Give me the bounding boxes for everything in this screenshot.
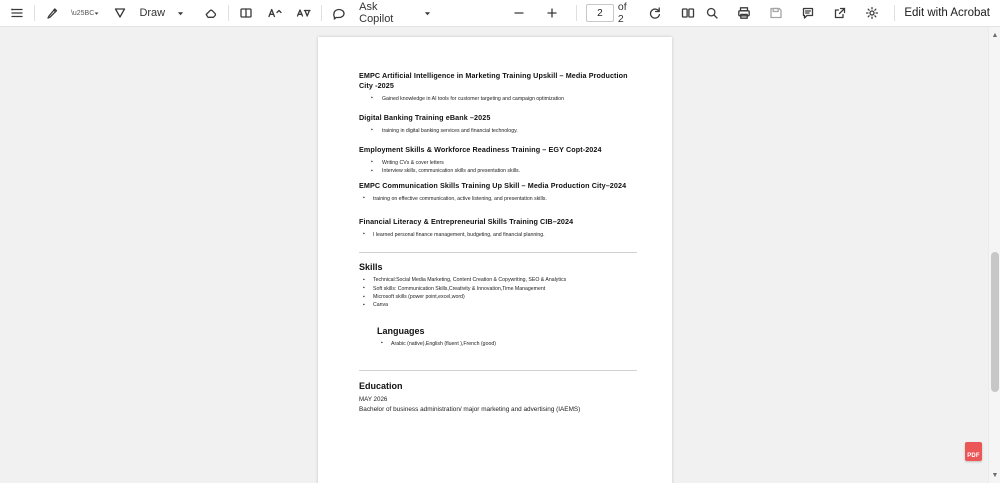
settings-gear-icon[interactable] [861,2,883,24]
translate-icon[interactable] [293,2,315,24]
copilot-icon[interactable] [328,2,350,24]
toolbar-divider-5 [894,5,895,21]
education-degree: Bachelor of business administration/ major marketing and advertising (IAEMS) [359,406,581,414]
rotate-icon[interactable] [644,2,666,24]
scroll-down-arrow-icon[interactable]: ▼ [991,471,999,479]
hamburger-menu-icon[interactable] [6,2,28,24]
section-title: Employment Skills & Workforce Readiness Training – EGY Copt-2024 [359,145,602,155]
page-number-input[interactable] [586,4,614,22]
list-item: ▪ training on effective communication, active listening, and presentation skills. [359,195,637,203]
section-bullets [359,95,637,103]
copilot-button[interactable] [352,2,414,24]
search-icon[interactable] [701,2,723,24]
languages-list [377,340,637,348]
toolbar-divider-2 [228,5,229,21]
list-item: ▪ Writing CVs & cover letters [359,159,637,167]
skills-list [359,276,637,310]
vertical-scrollbar[interactable] [988,27,1000,483]
languages-heading: Languages [377,325,425,336]
list-item: ▪ Microsoft skills (power point,excel,word) [359,293,637,301]
divider [359,252,637,253]
divider-2 [359,370,637,371]
list-item: ▪ Soft skills: Communication Skills,Creativity & Innovation,Time Management [359,285,637,293]
zoom-in-button[interactable] [541,2,563,24]
section-title: Financial Literacy & Entrepreneurial Skills Training CIB–2024 [359,217,574,227]
section-title: EMPC Artificial Intelligence in Marketing Training Upskill – Media Production City -2025 [359,71,628,91]
section-bullets [359,231,637,239]
toolbar-divider-4 [576,5,577,21]
pdf-badge-icon: PDF [965,442,982,461]
draw-label: Draw [139,7,166,19]
toolbar [0,0,1000,27]
highlight-icon[interactable] [41,2,63,24]
skills-section [359,262,637,310]
zoom-out-button[interactable] [508,2,530,24]
section-title: EMPC Communication Skills Training Up Skill – Media Production City–2024 [359,181,627,191]
languages-section [359,326,637,348]
education-heading: Education [359,381,403,392]
eraser-icon[interactable] [200,2,222,24]
copilot-label: Ask Copilot [359,1,394,25]
training-section [359,145,637,175]
text-style-icon[interactable] [264,2,286,24]
section-bullets [359,127,637,135]
section-bullets [359,195,637,203]
scroll-up-arrow-icon[interactable]: ▲ [991,31,999,39]
document-area [0,27,1000,483]
save-icon[interactable] [765,2,787,24]
edit-with-acrobat-button[interactable]: Edit with Acrobat [904,7,990,19]
training-section [359,71,637,103]
skills-heading: Skills [359,262,383,273]
list-item: ▪ Technical:Social Media Marketing, Content Creation & Copywriting, SEO & Analytics [359,276,637,284]
list-item: ▪ Canva [359,301,637,309]
education-section [359,381,637,415]
draw-button[interactable] [133,2,167,24]
training-section [359,181,637,203]
draw-dropdown-caret[interactable] [169,2,191,24]
print-icon[interactable] [733,2,755,24]
section-title: Digital Banking Training eBank –2025 [359,113,491,123]
training-section [359,217,637,239]
list-item: ▪ Gained knowledge in AI tools for customer targeting and campaign optimization [359,95,637,103]
scrollbar-thumb[interactable] [991,252,999,392]
open-external-icon[interactable] [829,2,851,24]
education-date: MAY 2026 [359,396,388,404]
toolbar-divider-3 [321,5,322,21]
toolbar-divider [34,5,35,21]
page-content [359,71,637,415]
list-item: ▪ I learned personal finance management, budgeting, and financial planning. [359,231,637,239]
training-section [359,113,637,135]
draw-icon[interactable] [109,2,131,24]
list-item: ▪ Arabic (native),English (fluent ),French (good) [377,340,637,348]
list-item: ▪ Interview skills, communication skills and presentation skills. [359,167,637,175]
read-aloud-icon[interactable] [235,2,257,24]
page-count-label: of 2 [617,1,627,25]
page-view-icon[interactable] [677,2,699,24]
copilot-dropdown-caret[interactable] [416,2,438,24]
section-bullets [359,159,637,176]
pdf-page [318,37,672,483]
highlight-dropdown-caret[interactable]: \u25BC [65,2,102,24]
annotate-icon[interactable] [797,2,819,24]
list-item: ▪ training in digital banking services and financial technology. [359,127,637,135]
